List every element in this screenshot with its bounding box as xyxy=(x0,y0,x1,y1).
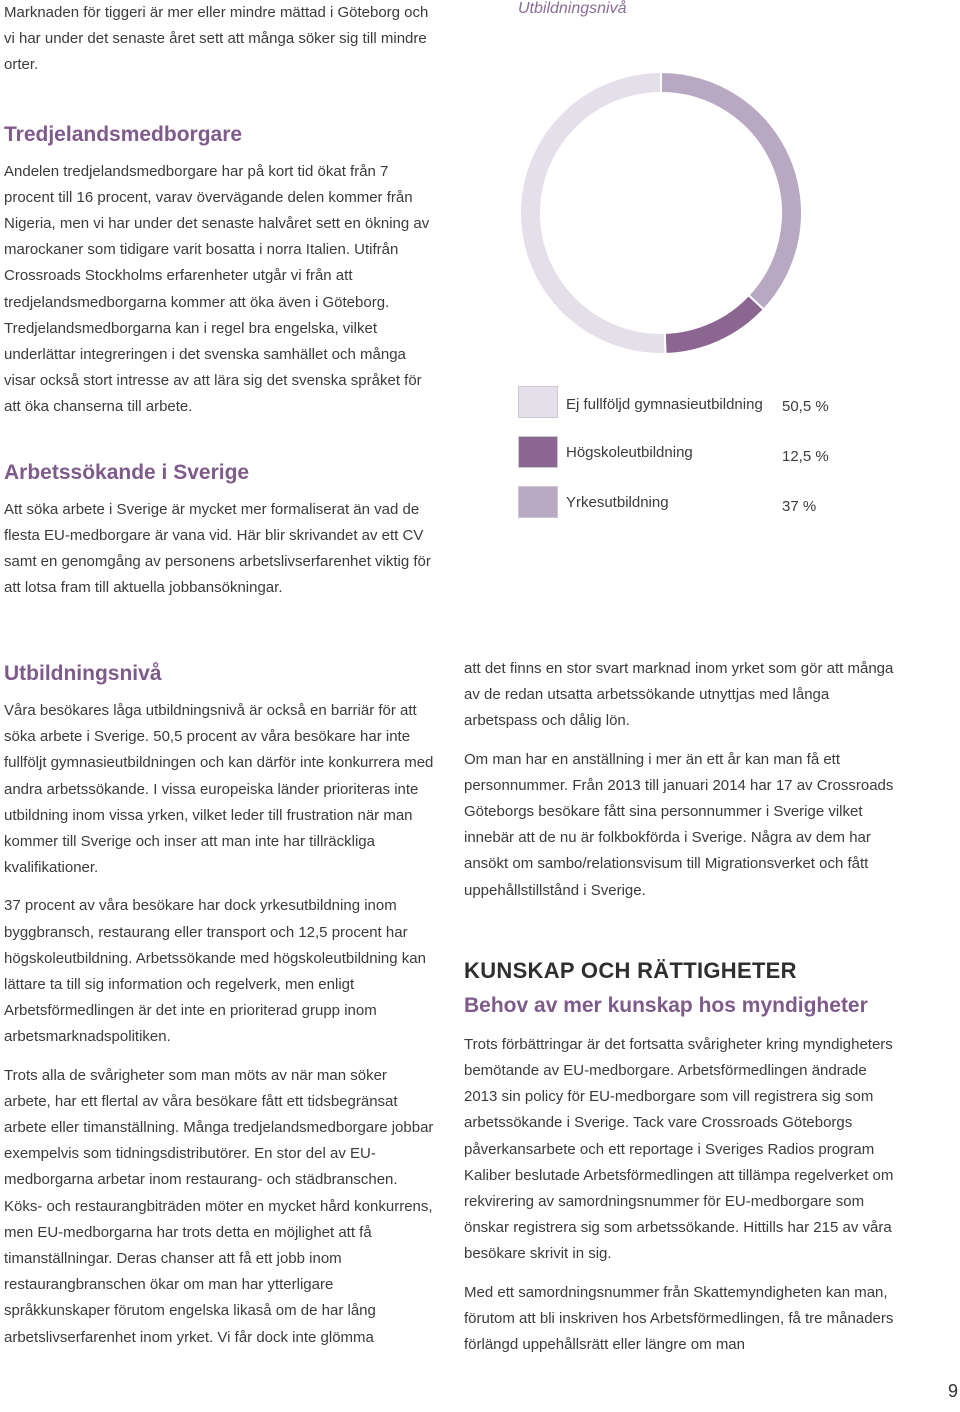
legend-item xyxy=(518,486,918,526)
utbildning-paragraph-1: Våra besökares låga utbildningsnivå är också en barriär för att söka arbete i Sverige. 50,5 procent av våra besökare har inte fullföljt gymnasieutbildningen och kan därför inte konkurrera med andra arbetssökande. I vissa europeiska länder prioriteras inte utbildning inom vissa yrken, vilket leder till frustration när man kommer till Sverige och inser att man inte har tillräckliga kvalifikationer. xyxy=(4,702,434,877)
right-paragraph-4: Med ett samordningsnummer från Skattemyndigheten kan man, förutom att bli inskriven hos Arbetsförmedlingen, få tre månaders förlängd uppehållsrätt eller längre om man xyxy=(464,1283,894,1354)
tredjelands-paragraph: Andelen tredjelandsmedborgare har på kort tid ökat från 7 procent till 16 procent, varav övervägande delen kommer från Nigeria, men vi har under det senaste halvåret sett en ökning av marockaner som tidigare varit bosatta i norra Italien. Utifrån Crossroads Stockholms erfarenheter utgår vi från att tredjelandsmedborgarna kommer att öka även i Göteborg. Tredjelandsmedborgarna kan i regel bra engelska, vilket underlättar integreringen i det svenska samhället och många visar också stort intresse av att lära sig det svenska språket för att öka chanserna till arbete. xyxy=(4,162,430,416)
intro-section xyxy=(4,0,432,613)
legend-item xyxy=(518,436,918,476)
legend-label: Högskoleutbildning xyxy=(566,444,693,461)
legend-swatch xyxy=(518,436,558,468)
right-paragraph-3: Trots förbättringar är det fortsatta svårigheter kring myndigheters bemötande av EU-medborgare. Arbetsförmedlingen ändrade 2013 sin policy för EU-medborgare som vill registrera sig som arbetssökande i Sverige. Tack vare Crossroads Göteborgs påverkansarbete och ett reportage i Sveriges Radios program Kaliber beslutade Arbetsförmedlingen att tillämpa regelverket om rekvirering av samordningsnummer för EU-medborgare som önskar registrera sig som arbetssökande. Hittills har 215 av våra besökare skrivit in sig. xyxy=(464,1035,894,1263)
legend-value: 37 % xyxy=(782,498,817,515)
legend-value: 50,5 % xyxy=(782,398,829,415)
legend-value: 12,5 % xyxy=(782,448,829,465)
donut-slice-1 xyxy=(665,295,764,354)
legend-label: Yrkesutbildning xyxy=(566,494,669,511)
legend-swatch xyxy=(518,486,558,518)
arbetssokande-paragraph: Att söka arbete i Sverige är mycket mer formaliserat än vad de flesta EU-medborgare är vana vid. Här blir skrivandet av ett CV samt en genomgång av personens arbetslivserfarenhet viktig för att lotsa fram till aktuella jobbansökningar. xyxy=(4,500,431,597)
donut-slice-2 xyxy=(661,72,802,310)
utbildning-heading: Utbildningsnivå xyxy=(4,662,162,685)
legend-label: Ej fullföljd gymnasieutbildning xyxy=(566,396,763,413)
utbildning-section xyxy=(4,660,436,1363)
donut-slice-0 xyxy=(520,72,665,354)
page-number: 9 xyxy=(947,1381,958,1401)
tredjelands-heading: Tredjelandsmedborgare xyxy=(4,122,243,146)
chart-title: Utbildningsnivå xyxy=(518,0,627,17)
arbetssokande-heading: Arbetssökande i Sverige xyxy=(4,460,250,484)
kunskap-heading: KUNSKAP OCH RÄTTIGHETER xyxy=(464,957,797,983)
behov-subheading: Behov av mer kunskap hos myndigheter xyxy=(464,993,868,1017)
legend-swatch xyxy=(518,386,558,418)
utbildning-paragraph-3: Trots alla de svårigheter som man möts av när man söker arbete, har ett flertal av våra besökare fått ett tidsbegränsat arbete eller timanställning. Många tredjelandsmedborgare jobbar exempelvis som tidningsdistributörer. En stor del av EU-medborgarna arbetar inom restaurang- och städbranschen. Köks- och restaurangbiträden möter en mycket hård konkurrens, men EU-medborgarna har trots detta en möjlighet att få timanställningar. Deras chanser att få ett jobb inom restaurangbranschen ökar om man har ytterligare språkkunskaper förutom engelska likaså om de har lång arbetslivserfarenhet inom yrket. Vi får dock inte glömma xyxy=(4,1066,434,1346)
utbildning-paragraph-2: 37 procent av våra besökare har dock yrkesutbildning inom byggbransch, restaurang eller transport och 12,5 procent har högskoleutbildning. Arbetssökande med högskoleutbildning kan lättare ta till sig information och regelverk, men enligt Arbetsförmedlingen är det inte en prioriterad grupp inom arbetsmarknadspolitiken. xyxy=(4,897,426,1046)
right-paragraph-2: Om man har en anställning i mer än ett år kan man få ett personnummer. Från 2013 till januari 2014 har 17 av Crossroads Göteborgs besökare fått sina personnummer i Sverige vilket innebär att de nu är folkbokförda i Sverige. Några av dem har ansökt om sambo/relationsvisum till Migrationsverket och fått uppehållstillstånd i Sverige. xyxy=(464,750,894,899)
right-column xyxy=(464,656,896,1370)
right-paragraph-1: att det finns en stor svart marknad inom yrket som gör att många av de redan utsatta arbetssökande utnyttjas med långa arbetspass och dålig lön. xyxy=(464,660,894,730)
intro-paragraph: Marknaden för tiggeri är mer eller mindre mättad i Göteborg och vi har under det senaste året sett att många söker sig till mindre orter. xyxy=(4,4,429,74)
education-donut-chart xyxy=(518,70,804,356)
legend-item xyxy=(518,386,918,426)
